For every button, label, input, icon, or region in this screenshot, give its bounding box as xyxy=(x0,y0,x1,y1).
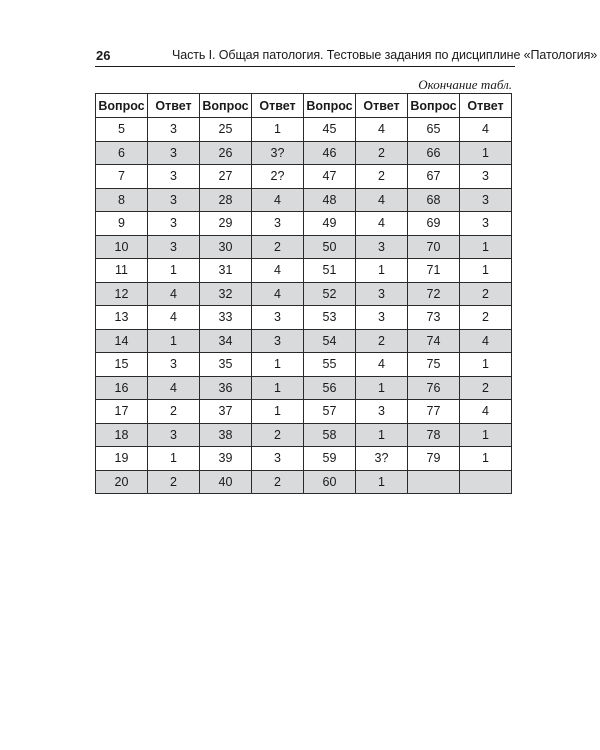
answer-cell: 4 xyxy=(252,282,304,306)
question-cell: 30 xyxy=(200,235,252,259)
question-cell: 40 xyxy=(200,470,252,494)
answer-cell: 1 xyxy=(252,376,304,400)
question-cell: 37 xyxy=(200,400,252,424)
answer-cell: 4 xyxy=(460,118,512,142)
answer-cell: 3 xyxy=(252,329,304,353)
answer-cell: 3 xyxy=(356,282,408,306)
answer-cell: 1 xyxy=(460,259,512,283)
table-row xyxy=(96,235,512,259)
answer-cell: 1 xyxy=(148,259,200,283)
column-header: Ответ xyxy=(356,94,408,118)
question-cell: 11 xyxy=(96,259,148,283)
answer-cell: 3 xyxy=(148,188,200,212)
table-row xyxy=(96,165,512,189)
answer-cell: 2 xyxy=(252,470,304,494)
question-cell: 36 xyxy=(200,376,252,400)
question-cell: 77 xyxy=(408,400,460,424)
answer-cell: 1 xyxy=(460,141,512,165)
table-row xyxy=(96,306,512,330)
answer-cell: 2? xyxy=(252,165,304,189)
question-cell: 68 xyxy=(408,188,460,212)
answer-cell: 1 xyxy=(252,118,304,142)
answer-cell: 4 xyxy=(252,188,304,212)
column-header: Вопрос xyxy=(96,94,148,118)
question-cell: 70 xyxy=(408,235,460,259)
answer-cell: 1 xyxy=(356,423,408,447)
table-row xyxy=(96,400,512,424)
question-cell: 33 xyxy=(200,306,252,330)
question-cell: 52 xyxy=(304,282,356,306)
answer-cell: 3 xyxy=(148,165,200,189)
question-cell: 9 xyxy=(96,212,148,236)
table-row xyxy=(96,141,512,165)
answer-cell: 2 xyxy=(356,141,408,165)
answer-cell: 3 xyxy=(148,353,200,377)
answer-cell: 4 xyxy=(148,376,200,400)
question-cell: 34 xyxy=(200,329,252,353)
question-cell: 32 xyxy=(200,282,252,306)
answer-cell: 2 xyxy=(148,470,200,494)
answer-cell: 3 xyxy=(148,423,200,447)
page-number: 26 xyxy=(96,48,111,63)
table-row xyxy=(96,118,512,142)
table-row xyxy=(96,188,512,212)
question-cell: 69 xyxy=(408,212,460,236)
question-cell: 53 xyxy=(304,306,356,330)
question-cell xyxy=(408,470,460,494)
question-cell: 76 xyxy=(408,376,460,400)
table-header-row xyxy=(96,94,512,118)
question-cell: 46 xyxy=(304,141,356,165)
question-cell: 10 xyxy=(96,235,148,259)
question-cell: 67 xyxy=(408,165,460,189)
question-cell: 59 xyxy=(304,447,356,471)
answer-cell: 1 xyxy=(252,400,304,424)
answer-cell: 1 xyxy=(460,235,512,259)
question-cell: 51 xyxy=(304,259,356,283)
question-cell: 50 xyxy=(304,235,356,259)
question-cell: 20 xyxy=(96,470,148,494)
answer-cell: 4 xyxy=(356,212,408,236)
answer-cell: 4 xyxy=(356,353,408,377)
question-cell: 58 xyxy=(304,423,356,447)
table-row xyxy=(96,423,512,447)
question-cell: 73 xyxy=(408,306,460,330)
question-cell: 7 xyxy=(96,165,148,189)
answer-cell: 2 xyxy=(252,235,304,259)
header-rule xyxy=(95,66,515,67)
question-cell: 79 xyxy=(408,447,460,471)
question-cell: 29 xyxy=(200,212,252,236)
answer-cell: 4 xyxy=(356,188,408,212)
answer-cell: 3 xyxy=(252,447,304,471)
running-head: Часть I. Общая патология. Тестовые задания по дисциплине «Патология» xyxy=(172,48,598,62)
question-cell: 14 xyxy=(96,329,148,353)
answer-cell: 1 xyxy=(460,423,512,447)
answer-cell: 3 xyxy=(252,212,304,236)
question-cell: 71 xyxy=(408,259,460,283)
question-cell: 16 xyxy=(96,376,148,400)
table-row xyxy=(96,470,512,494)
answer-cell: 3 xyxy=(460,188,512,212)
table-row xyxy=(96,212,512,236)
answer-cell: 2 xyxy=(356,329,408,353)
table-row xyxy=(96,376,512,400)
answer-cell: 2 xyxy=(356,165,408,189)
answer-cell: 1 xyxy=(460,447,512,471)
answer-cell: 3 xyxy=(356,306,408,330)
question-cell: 38 xyxy=(200,423,252,447)
question-cell: 6 xyxy=(96,141,148,165)
question-cell: 5 xyxy=(96,118,148,142)
column-header: Ответ xyxy=(252,94,304,118)
answer-cell: 1 xyxy=(356,376,408,400)
answer-cell: 2 xyxy=(252,423,304,447)
question-cell: 12 xyxy=(96,282,148,306)
question-cell: 48 xyxy=(304,188,356,212)
answer-cell: 2 xyxy=(460,282,512,306)
question-cell: 60 xyxy=(304,470,356,494)
answer-cell: 4 xyxy=(460,400,512,424)
question-cell: 66 xyxy=(408,141,460,165)
column-header: Ответ xyxy=(460,94,512,118)
question-cell: 72 xyxy=(408,282,460,306)
answer-cell: 3 xyxy=(148,212,200,236)
table-row xyxy=(96,329,512,353)
answer-cell: 3? xyxy=(356,447,408,471)
answer-cell: 2 xyxy=(460,376,512,400)
answer-cell: 4 xyxy=(356,118,408,142)
column-header: Вопрос xyxy=(304,94,356,118)
question-cell: 17 xyxy=(96,400,148,424)
answers-table xyxy=(95,93,512,494)
answer-cell: 3 xyxy=(460,212,512,236)
answer-cell: 3 xyxy=(148,141,200,165)
answer-cell: 4 xyxy=(148,306,200,330)
table-row xyxy=(96,353,512,377)
column-header: Ответ xyxy=(148,94,200,118)
answer-cell: 3 xyxy=(148,118,200,142)
column-header: Вопрос xyxy=(408,94,460,118)
question-cell: 74 xyxy=(408,329,460,353)
question-cell: 19 xyxy=(96,447,148,471)
answer-cell: 2 xyxy=(148,400,200,424)
question-cell: 26 xyxy=(200,141,252,165)
answer-cell: 1 xyxy=(148,329,200,353)
answer-cell xyxy=(460,470,512,494)
question-cell: 47 xyxy=(304,165,356,189)
table-row xyxy=(96,447,512,471)
question-cell: 75 xyxy=(408,353,460,377)
table-body xyxy=(96,118,512,494)
answer-cell: 3 xyxy=(356,235,408,259)
question-cell: 45 xyxy=(304,118,356,142)
question-cell: 78 xyxy=(408,423,460,447)
answer-cell: 2 xyxy=(460,306,512,330)
table-caption: Окончание табл. xyxy=(418,77,512,92)
answer-cell: 1 xyxy=(356,259,408,283)
answer-cell: 1 xyxy=(356,470,408,494)
question-cell: 8 xyxy=(96,188,148,212)
question-cell: 49 xyxy=(304,212,356,236)
question-cell: 35 xyxy=(200,353,252,377)
question-cell: 25 xyxy=(200,118,252,142)
answer-cell: 4 xyxy=(460,329,512,353)
question-cell: 15 xyxy=(96,353,148,377)
question-cell: 57 xyxy=(304,400,356,424)
answer-cell: 1 xyxy=(460,353,512,377)
answer-cell: 3 xyxy=(460,165,512,189)
question-cell: 54 xyxy=(304,329,356,353)
answer-cell: 3? xyxy=(252,141,304,165)
answer-cell: 3 xyxy=(148,235,200,259)
question-cell: 39 xyxy=(200,447,252,471)
answer-cell: 3 xyxy=(356,400,408,424)
answer-cell: 4 xyxy=(148,282,200,306)
question-cell: 31 xyxy=(200,259,252,283)
question-cell: 56 xyxy=(304,376,356,400)
table-row xyxy=(96,259,512,283)
question-cell: 55 xyxy=(304,353,356,377)
column-header: Вопрос xyxy=(200,94,252,118)
question-cell: 65 xyxy=(408,118,460,142)
answer-cell: 3 xyxy=(252,306,304,330)
question-cell: 13 xyxy=(96,306,148,330)
question-cell: 28 xyxy=(200,188,252,212)
answer-cell: 1 xyxy=(148,447,200,471)
answer-cell: 4 xyxy=(252,259,304,283)
answer-cell: 1 xyxy=(252,353,304,377)
question-cell: 27 xyxy=(200,165,252,189)
question-cell: 18 xyxy=(96,423,148,447)
table-row xyxy=(96,282,512,306)
